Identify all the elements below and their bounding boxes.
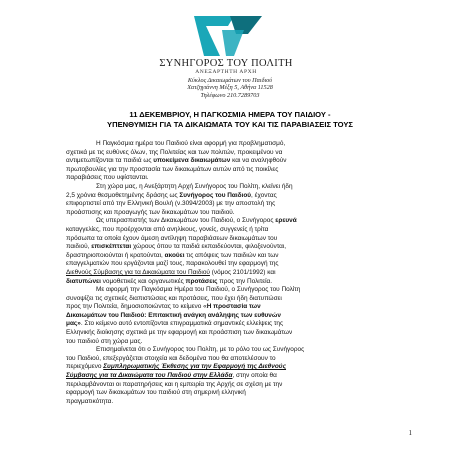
text-line: [66, 157, 402, 166]
text-line: [66, 269, 402, 278]
address-line: Χατζηγιάννη Μέξη 5, Αθήνα 11528: [187, 84, 273, 92]
emphasis-text: επισκέπτεται: [91, 243, 132, 251]
paragraph-3: [66, 217, 402, 286]
text-span: , στην οποία θα: [232, 372, 277, 380]
text-line: επαγγελματιών που εργάζονται μαζί τους, παρακολουθεί την εφαρμογή της: [66, 260, 279, 268]
org-subtitle: ΑΝΕΞΑΡΤΗΤΗ ΑΡΧΗ: [195, 69, 257, 75]
text-span: και να αναληφθούν: [230, 157, 287, 165]
emphasis-text: μας»: [66, 320, 81, 328]
text-line: Η Παγκόσμια ημέρα του Παιδιού είναι αφορμή για προβληματισμό,: [96, 140, 286, 147]
text-line: Με αφορμή την Παγκόσμια Ημέρα του Παιδιού, ο Συνήγορος του Πολίτη: [96, 286, 301, 294]
org-name: ΣΥΝΗΓΟΡΟΣ ΤΟΥ ΠΟΛΙΤΗ: [159, 58, 293, 69]
paragraph-1: [66, 140, 402, 183]
text-line: επιφορτιστεί από την Ελληνική Βουλή (ν.3094/2003) με την αποστολή της: [66, 200, 276, 208]
text-span: τις απόψεις των παιδιών και των: [184, 251, 279, 259]
emphasis-text: Συμπληρωματικής Έκθεσης για την Εφαρμογή της Διεθνούς: [103, 363, 287, 371]
emphasis-text: ερευνά: [275, 217, 297, 225]
text-line: σχετικά με τις ευθύνες όλων, της Πολιτείας και των πολιτών, προκειμένου να: [66, 148, 283, 156]
text-span: περιεχόμενο: [66, 363, 104, 371]
text-span: προς την Πολιτεία.: [217, 277, 273, 285]
text-span: 2,5 χρόνια θεσμοθετημένης δράσης ως: [66, 191, 180, 199]
text-span: προς την Πολιτεία, δημοσιοποιώντας το κείμενο «: [66, 303, 207, 311]
address-line: Τηλέφωνο 210.7289703: [200, 91, 260, 99]
text-span: χώρους όπου τα παιδιά εκπαιδεύονται, φιλοξενούνται,: [131, 243, 287, 251]
text-line: [66, 372, 402, 381]
text-line: [66, 252, 402, 261]
paragraph-2: [66, 183, 402, 217]
title-line: 11 ΔΕΚΕΜΒΡΙΟΥ, Η ΠΑΓΚΟΣΜΙΑ ΗΜΕΡΑ ΤΟΥ ΠΑΙΔΙΟΥ -: [129, 110, 331, 119]
emphasis-text: υποκείμενα δικαιωμάτων: [153, 157, 231, 165]
paragraph-5: [66, 346, 402, 406]
text-line: [66, 320, 402, 329]
page-number: 1: [408, 429, 412, 437]
text-span: . Στο κείμενο αυτό εντοπίζονται επιγραμματικά σημαντικές ελλείψεις της: [80, 320, 284, 328]
text-span: , έχοντας: [251, 191, 277, 199]
text-span: δραστηριοποιούνται ή κρατούνται,: [66, 251, 165, 259]
title-line: ΥΠΕΝΘΥΜΙΣΗ ΓΙΑ ΤΑ ΔΙΚΑΙΩΜΑΤΑ ΤΟΥ ΚΑΙ ΤΙΣ ΠΑΡΑΒΙΑΣΕΙΣ ΤΟΥΣ: [107, 119, 353, 129]
text-span: Ως υπερασπιστής των Δικαιωμάτων του Παιδιού, ο Συνήγορος: [96, 217, 276, 225]
text-span: παιδιού,: [66, 243, 92, 251]
text-line: Στη χώρα μας, η Ανεξάρτητη Αρχή Συνήγορος του Πολίτη, κλείνει ήδη: [96, 182, 293, 190]
text-line: καταγγελίες, που προέρχονται από ανηλίκους, γονείς, συγγενείς ή τρίτα: [66, 225, 269, 233]
text-line: [66, 363, 402, 372]
address-block: [150, 77, 310, 99]
text-line: προάσπισης και προαγωγής των δικαιωμάτων του παιδιού.: [66, 208, 235, 216]
ombudsman-logo-icon: [186, 12, 266, 60]
emphasis-text: Σύμβασης για τα Δικαιώματα του Παιδιού στην Ελλάδα: [66, 372, 233, 380]
text-span: (νόμος 2101/1992) και: [209, 268, 276, 276]
text-line: περιλαμβάνονται οι παρατηρήσεις και η εμπειρία της Αρχής σε σχέση με την: [66, 380, 283, 388]
text-line: [66, 217, 402, 226]
document-body: [66, 140, 402, 406]
text-line: συνοψίζει τις σχετικές διαπιστώσεις και προτάσεις, που έχει ήδη διατυπώσει: [66, 294, 282, 302]
text-line: παραβιάσεις που υφίστανται.: [66, 174, 149, 182]
text-line: πραγματικότητα.: [66, 397, 114, 405]
text-line: πρόσωπα τα οποία έχουν άμεση αντίληψη παραβιάσεων δικαιωμάτων του: [66, 234, 278, 242]
emphasis-text: προτάσεις: [185, 277, 218, 285]
text-line: Ελληνικής διοίκησης σχετικά με την εφαρμογή και προάσπιση των δικαιωμάτων: [66, 329, 293, 337]
emphasis-text: Η προστασία των: [206, 303, 261, 311]
address-line: Κύκλος Δικαιωμάτων του Παιδιού: [187, 77, 273, 84]
underlined-text: Διεθνούς Σύμβασης για τα Δικαιώματα του Παιδιού: [66, 268, 210, 276]
text-line: [66, 243, 402, 252]
text-line: του παιδιού στη χώρα μας.: [66, 337, 143, 345]
text-span: αντιμετωπίζονται τα παιδιά ως: [66, 157, 154, 165]
emphasis-text: Συνήγορος του Παιδιού: [179, 191, 252, 199]
emphasis-text: ακούει: [164, 251, 185, 259]
text-line: εφαρμογή των δικαιωμάτων του παιδιού στη σημερινή ελληνική: [66, 389, 246, 397]
text-line: [66, 192, 402, 201]
emphasis-text: διατυπώνει: [66, 277, 101, 285]
text-line: του Παιδιού, επεξεργάζεται στοιχεία και δεδομένα που θα αποτελέσουν το: [66, 354, 276, 362]
text-line: Επισημαίνεται ότι ο Συνήγορος του Πολίτη, με το ρόλο του ως Συνήγορος: [96, 346, 305, 354]
text-line: πρωτοβουλίες για την προστασία των δικαιωμάτων αυτών από τις ποικίλες: [66, 165, 279, 173]
text-span: νομοθετικές και οργανωτικές: [100, 277, 186, 285]
document-title: [40, 110, 420, 129]
paragraph-4: [66, 286, 402, 346]
text-line: [66, 278, 402, 287]
text-line: Δικαιωμάτων του Παιδιού: Επιτακτική ανάγκη ανάληψης των ευθυνών: [66, 311, 281, 319]
text-line: [66, 303, 402, 312]
